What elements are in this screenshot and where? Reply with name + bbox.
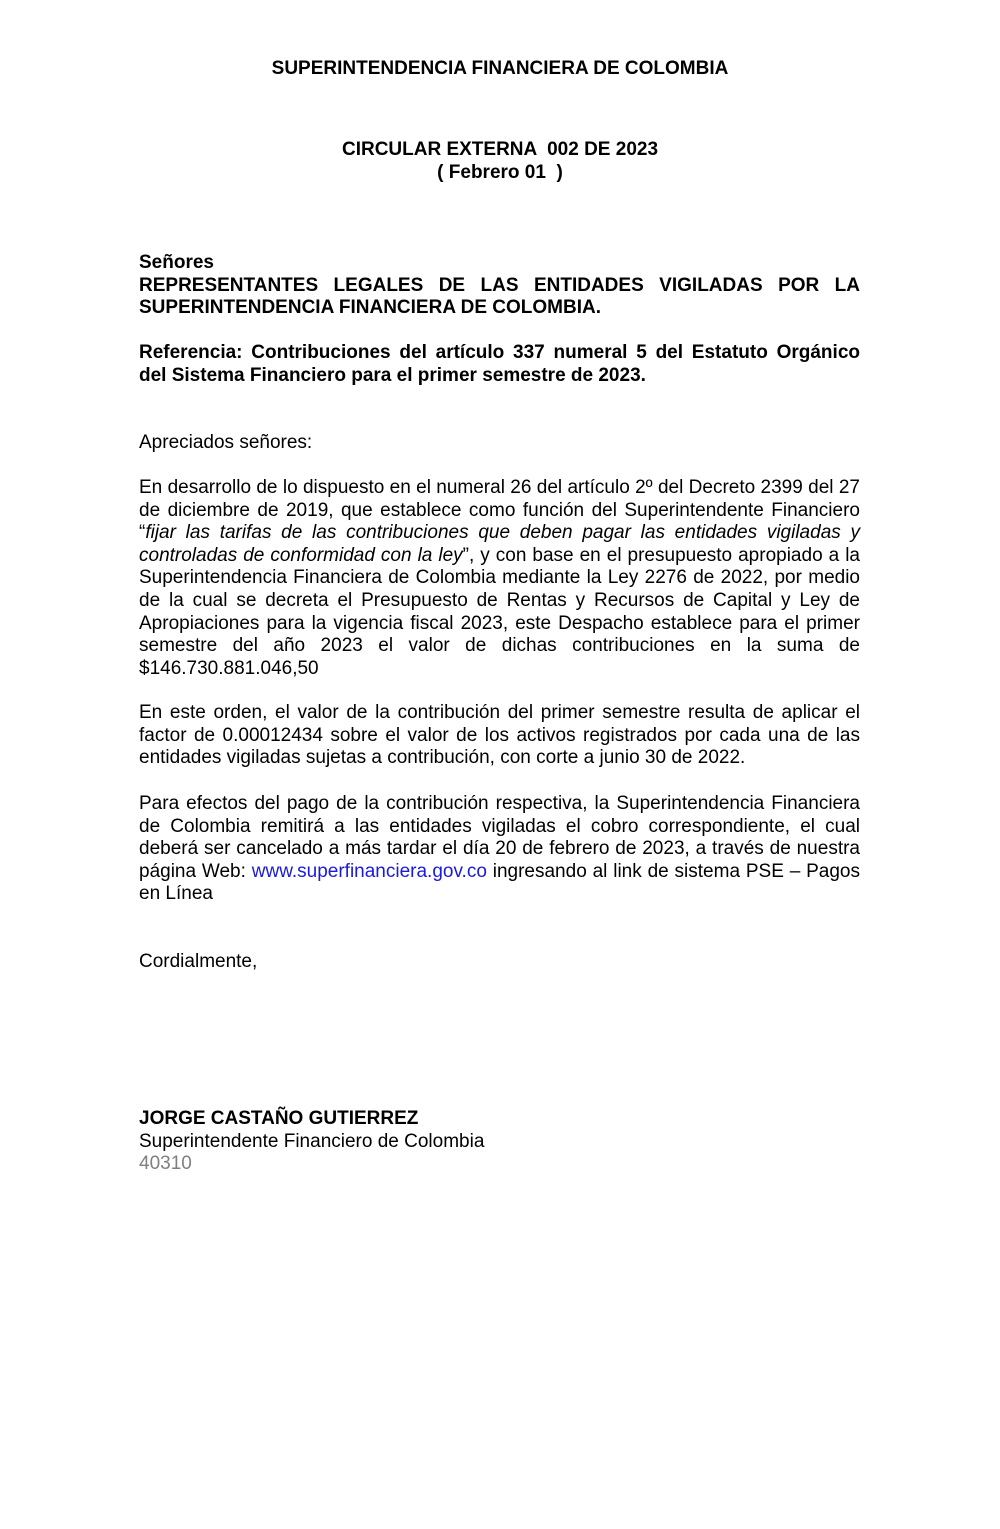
signer-name: JORGE CASTAÑO GUTIERREZ <box>139 1108 419 1129</box>
reference-text: Referencia: Contribuciones del artículo 337 numeral 5 del Estatuto Orgánico del Sistema Financiero para el primer semestre de 2023. <box>139 342 860 386</box>
paragraph-3-before-link: Para efectos del pago de la contribución respectiva, la Superintendencia Financiera de Colombia remitirá a las entidades vigiladas el cobro correspondiente, el cual deberá ser cancelado a más tardar el día 20 de febrero de 2023, a través de nuestra página Web: <box>139 793 860 882</box>
closing: Cordialmente, <box>139 951 258 972</box>
closing-block <box>139 951 860 974</box>
circular-title: CIRCULAR EXTERNA 002 DE 2023 <box>341 139 659 160</box>
paragraph-2-text: En este orden, el valor de la contribución del primer semestre resulta de aplicar el factor de 0.00012434 sobre el valor de los activos registrados por cada una de las entidades vigiladas sujetas a contribución, con corte a junio 30 de 2022. <box>139 702 860 769</box>
greeting: Apreciados señores: <box>139 432 313 453</box>
paragraph-2 <box>139 702 860 770</box>
paragraph-3-text <box>139 793 860 906</box>
institution-name: SUPERINTENDENCIA FINANCIERA DE COLOMBIA <box>271 58 729 79</box>
document-code: 40310 <box>139 1153 192 1175</box>
greeting-block <box>139 432 860 455</box>
addressee-block <box>139 252 860 320</box>
circular-heading <box>0 139 1000 184</box>
salutation-title: Señores <box>139 252 214 273</box>
paragraph-1-intro: En desarrollo de lo dispuesto en el numeral 26 del artículo 2º del Decreto 2399 del 27 de diciembre de 2019, que establece como función del Superintendente Financiero “ <box>139 477 860 544</box>
institution-header <box>0 58 1000 81</box>
paragraph-3-after-link: ingresando al link de sistema PSE – Pagos en Línea <box>139 860 860 905</box>
paragraph-1-quote: fijar las tarifas de las contribuciones que deben pagar las entidades vigiladas y controladas de conformidad con la ley <box>139 522 860 566</box>
website-link[interactable]: www.superfinanciera.gov.co <box>251 860 487 882</box>
signature-block <box>139 1108 860 1176</box>
paragraph-1-rest: ”, y con base en el presupuesto apropiado a la Superintendencia Financiera de Colombia mediante la Ley 2276 de 2022, por medio de la cual se decreta el Presupuesto de Rentas y Recursos de Capital y Ley de Apropiaciones para la vigencia fiscal 2023, este Despacho establece para el primer semestre del año 2023 el valor de dichas contribuciones en la suma de $146.730.881.046,50 <box>139 544 860 679</box>
circular-date: ( Febrero 01 ) <box>437 161 563 183</box>
paragraph-1-text <box>139 477 860 680</box>
reference-block <box>139 342 860 387</box>
signer-position: Superintendente Financiero de Colombia <box>139 1130 485 1152</box>
recipients: REPRESENTANTES LEGALES DE LAS ENTIDADES VIGILADAS POR LA SUPERINTENDENCIA FINANCIERA DE COLOMBIA. <box>139 274 860 319</box>
paragraph-1 <box>139 477 860 680</box>
paragraph-3 <box>139 793 860 906</box>
